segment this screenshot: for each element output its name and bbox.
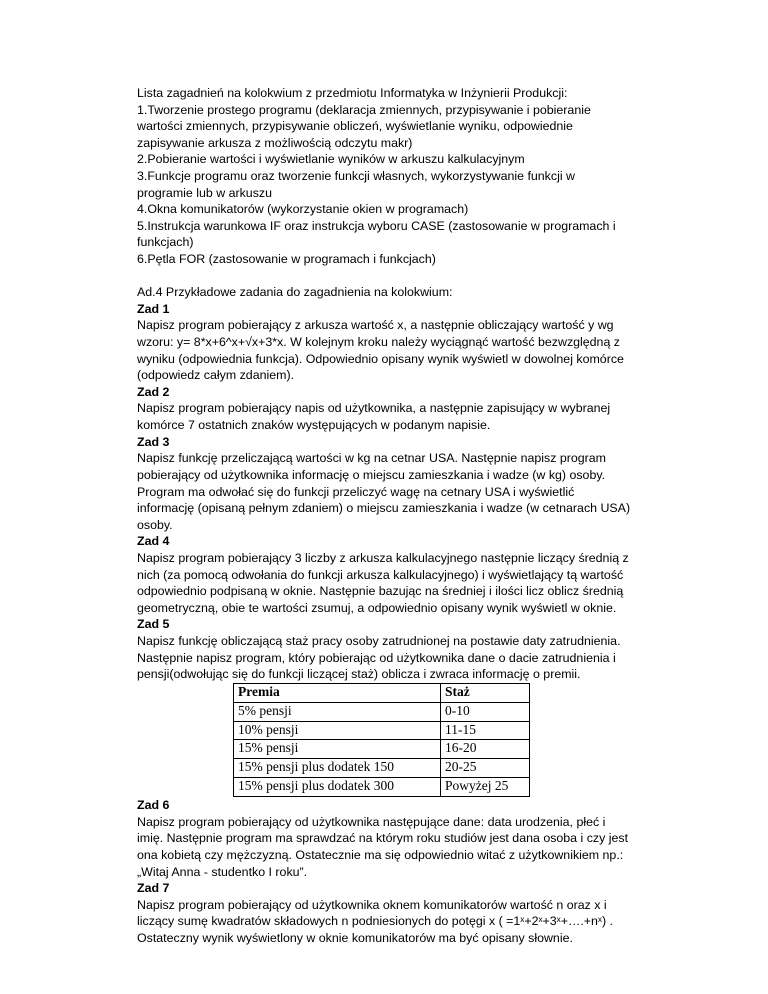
task-text-1: Napisz program pobierający z arkusza wartość x, a następnie obliczający wartość y wg wzoru: y= 8*x+6^x+√x+3*x. W kolejnym kroku należy wyciągnąć wartość bezwzględną z wyniku (odpowiednia funkcja). Odpowiednio opisany wynik wyświetl w dowolnej komórce (odpowiedz całym zdaniem). — [137, 318, 624, 383]
task-block-7 — [137, 880, 634, 946]
table-cell-premia: 15% pensji plus dodatek 150 — [234, 759, 441, 778]
table-cell-premia: 15% pensji plus dodatek 300 — [234, 778, 441, 797]
task-block-5 — [137, 616, 634, 682]
task-label-1: Zad 1 — [137, 301, 170, 316]
task-label-3: Zad 3 — [137, 434, 170, 449]
topic-item-4: 4.Okna komunikatorów (wykorzystanie okien w programach) — [137, 202, 469, 217]
task-block-4 — [137, 533, 634, 616]
intro-title: Lista zagadnień na kolokwium z przedmiotu Informatyka w Inżynierii Produkcji: — [137, 86, 568, 100]
table-cell-staz: 20-25 — [441, 759, 530, 778]
table-cell-staz: 11-15 — [441, 721, 530, 740]
premia-staz-table — [233, 683, 530, 797]
table-cell-staz: Powyżej 25 — [441, 778, 530, 797]
task-block-6 — [137, 797, 634, 880]
table-row — [234, 778, 530, 797]
task-label-4: Zad 4 — [137, 534, 170, 549]
section-heading: Ad.4 Przykładowe zadania do zagadnienia na kolokwium: — [137, 285, 453, 300]
table-row — [234, 721, 530, 740]
table-cell-premia: 5% pensji — [234, 702, 441, 721]
topic-item-3: 3.Funkcje programu oraz tworzenie funkcji własnych, wykorzystywanie funkcji w programie lub w arkuszu — [137, 169, 575, 200]
task-block-3 — [137, 434, 634, 534]
blank-line — [137, 268, 634, 285]
table-header-row — [234, 683, 530, 702]
table-row — [234, 759, 530, 778]
table-cell-staz: 16-20 — [441, 740, 530, 759]
task-label-2: Zad 2 — [137, 384, 170, 399]
task-text-7: Napisz program pobierający od użytkownika oknem komunikatorów wartość n oraz x i liczący sumę kwadratów składowych n podniesionych do potęgi x ( =1ˣ+2ˣ+3ˣ+….+nˣ) . Ostateczny wynik wyświetlony w oknie komunikatorów ma być opisany słownie. — [137, 897, 613, 945]
task-label-7: Zad 7 — [137, 881, 170, 896]
task-block-2 — [137, 384, 634, 434]
task-label-5: Zad 5 — [137, 617, 170, 632]
table-row — [234, 702, 530, 721]
task-text-3: Napisz funkcję przeliczającą wartości w kg na cetnar USA. Następnie napisz program pobierający od użytkownika informację o miejscu zamieszkania i wadze (w kg) osoby. Program ma odwołać się do funkcji przeliczyć wagę na cetnary USA i wyświetlić informację (opisaną pełnym zdaniem) o miejscu zamieszkania i wadze (w cetnarach USA) osoby. — [137, 451, 631, 532]
task-block-1 — [137, 301, 634, 384]
table-header-staz: Staż — [441, 683, 530, 702]
table-header-premia: Premia — [234, 683, 441, 702]
task-text-6: Napisz program pobierający od użytkownika następujące dane: data urodzenia, płeć i imię. Następnie program ma sprawdzać na którym roku studiów jest dana osoba i czy jest ona kobietą czy mężczyzną. Ostatecznie ma się odpowiednio witać z użytkownikiem np.: „Witaj Anna - studentko I roku”. — [137, 814, 629, 879]
table-cell-premia: 15% pensji — [234, 740, 441, 759]
topic-item-2: 2.Pobieranie wartości i wyświetlanie wyników w arkuszu kalkulacyjnym — [137, 152, 525, 167]
table-cell-staz: 0-10 — [441, 702, 530, 721]
task-label-6: Zad 6 — [137, 798, 170, 813]
topic-item-5: 5.Instrukcja warunkowa IF oraz instrukcja wyboru CASE (zastosowanie w programach i funkcjach) — [137, 218, 616, 250]
table-row — [234, 740, 530, 759]
table-cell-premia: 10% pensji — [234, 721, 441, 740]
task-text-4: Napisz program pobierający 3 liczby z arkusza kalkulacyjnego następnie liczący średnią z nich (za pomocą odwołania do funkcji arkusza kalkulacyjnego) i wyświetlający tą wartość odpowiednio podpisaną w oknie. Następnie bazując na średniej i ilości licz oblicz średnią geometryczną, obie te wartości zsumuj, a odpowiednio opisany wynik wyświetl w oknie. — [137, 550, 629, 615]
topic-item-1: 1.Tworzenie prostego programu (deklaracja zmiennych, przypisywanie i pobieranie wartości zmiennych, przypisywanie obliczeń, wyświetlanie wyniku, odpowiednie zapisywanie arkusza z możliwością odczytu makr) — [137, 102, 591, 150]
task-text-5: Napisz funkcję obliczającą staż pracy osoby zatrudnionej na postawie daty zatrudnienia. Następnie napisz program, który pobierając od użytkownika dane o dacie zatrudnienia i pensji(odwołując się do funkcji liczącej staż) oblicza i zwraca informację o premii. — [137, 634, 621, 682]
task-text-2: Napisz program pobierający napis od użytkownika, a następnie zapisujący w wybranej komórce 7 ostatnich znaków występujących w podanym napisie. — [137, 401, 611, 433]
topic-item-6: 6.Pętla FOR (zastosowanie w programach i funkcjach) — [137, 252, 436, 267]
